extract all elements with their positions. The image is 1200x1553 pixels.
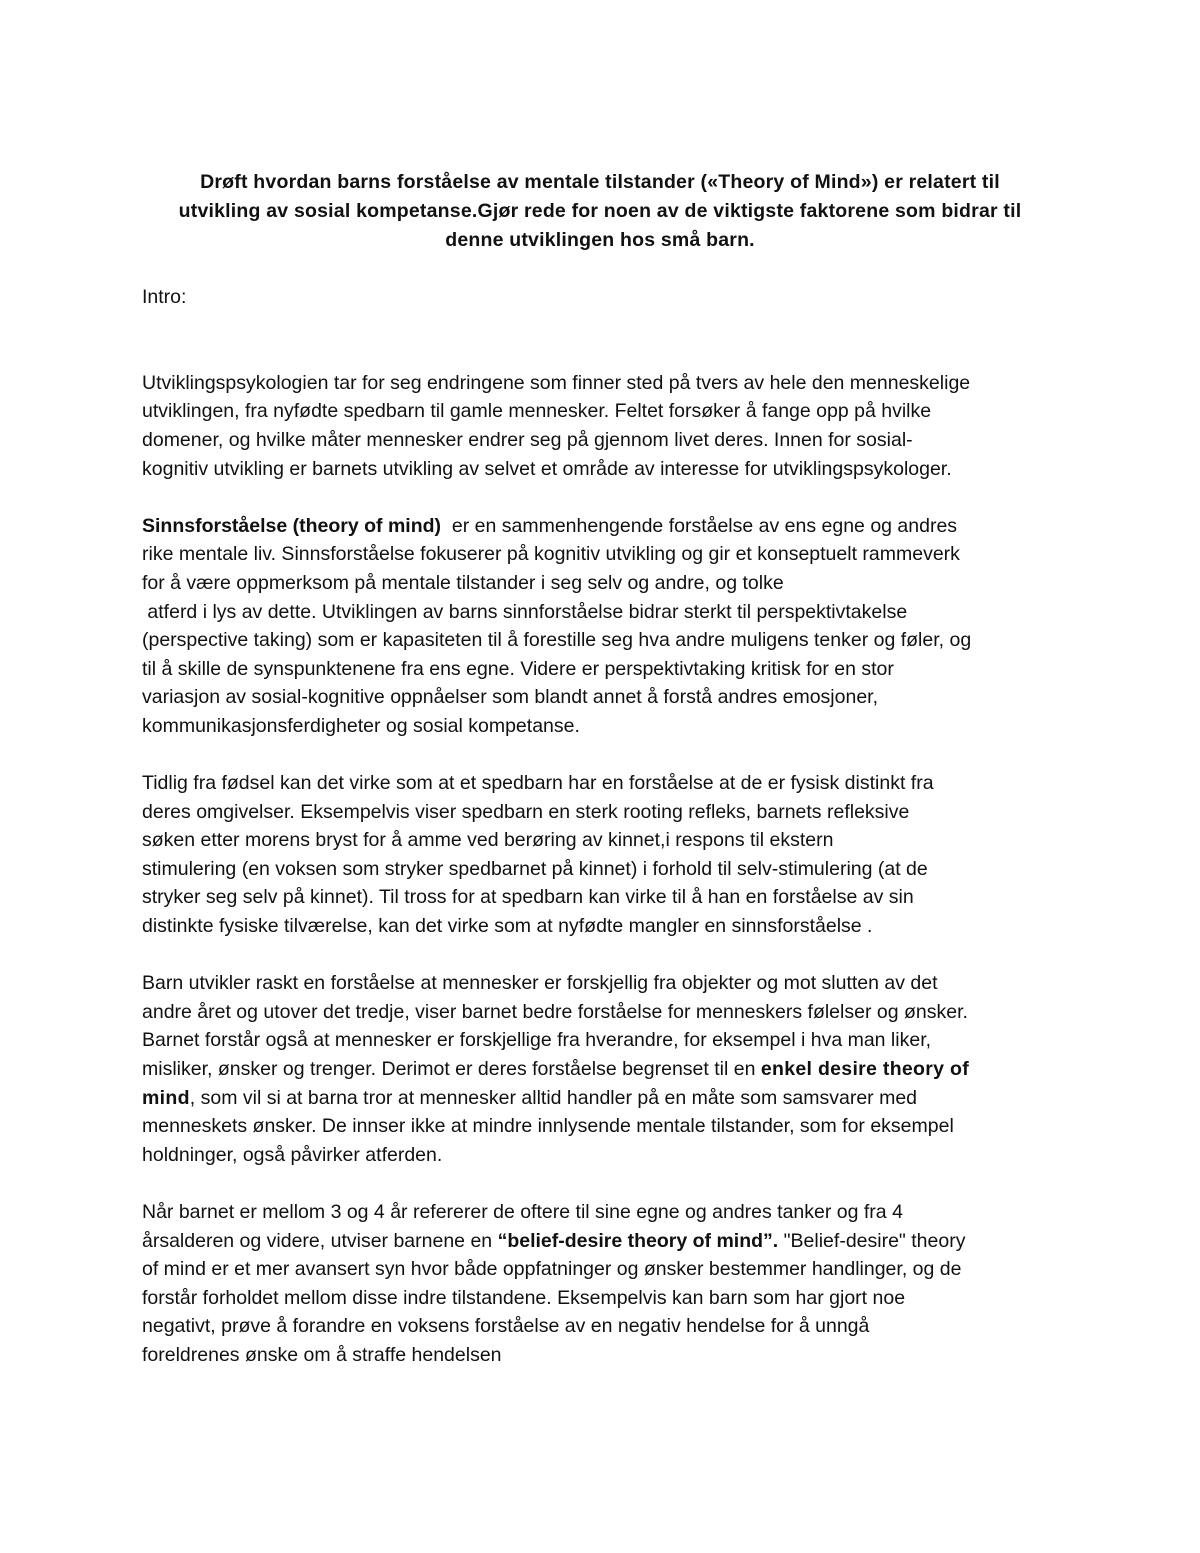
text-line: negativt, prøve å forandre en voksens forståelse av en negativ hendelse for å unngå bbox=[142, 1315, 870, 1338]
paragraph-theory-of-mind bbox=[142, 512, 1082, 741]
text-line: holdninger, også påvirker atferden. bbox=[142, 1143, 443, 1166]
text-line: til å skille de synspunktenene fra ens egne. Videre er perspektivtaking kritisk for en stor bbox=[142, 657, 894, 680]
title-line: Drøft hvordan barns forståelse av mentale tilstander («Theory of Mind») er relatert til bbox=[200, 171, 1000, 193]
text-line: Sinnsforståelse (theory of mind) er en sammenhengende forståelse av ens egne og andres bbox=[142, 514, 958, 537]
text-line: andre året og utover det tredje, viser barnet bedre forståelse for menneskers følelser og ønsker. bbox=[142, 1000, 968, 1023]
text-line: stimulering (en voksen som stryker spedbarnet på kinnet) i forhold til selv-stimulering (at de bbox=[142, 857, 928, 880]
text-line: Tidlig fra fødsel kan det virke som at et spedbarn har en forståelse at de er fysisk distinkt fra bbox=[142, 772, 934, 795]
title-line: denne utviklingen hos små barn. bbox=[445, 229, 755, 251]
text-line: årsalderen og videre, utviser barnene en “belief-desire theory of mind”. "Belief-desire" theory bbox=[142, 1229, 966, 1252]
text-line: foreldrenes ønske om å straffe hendelsen bbox=[142, 1343, 502, 1366]
term-belief-desire: “belief-desire theory of mind”. bbox=[497, 1229, 779, 1252]
document-title bbox=[130, 168, 1070, 255]
term-sinnsforstaaelse: Sinnsforståelse (theory of mind) bbox=[142, 514, 442, 537]
paragraph-desire-theory bbox=[142, 969, 1082, 1169]
text-line: stryker seg selv på kinnet). Til tross for at spedbarn kan virke til å han en forståelse av sin bbox=[142, 886, 914, 909]
text-line: domener, og hvilke måter mennesker endrer seg på gjennom livet deres. Innen for sosial- bbox=[142, 428, 913, 451]
text-line: atferd i lys av dette. Utviklingen av barns sinnforståelse bidrar sterkt til perspektivtakelse bbox=[142, 600, 908, 623]
text-line: utviklingen, fra nyfødte spedbarn til gamle mennesker. Feltet forsøker å fange opp på hvilke bbox=[142, 400, 932, 423]
title-line: utvikling av sosial kompetanse.Gjør rede for noen av de viktigste faktorene som bidrar til bbox=[178, 200, 1022, 222]
text-line: Når barnet er mellom 3 og 4 år refererer de oftere til sine egne og andres tanker og fra 4 bbox=[142, 1201, 903, 1223]
text-line: kognitiv utvikling er barnets utvikling av selvet et område av interesse for utviklingspsykologer. bbox=[142, 457, 952, 480]
text-line: Barnet forstår også at mennesker er forskjellige fra hverandre, for eksempel i hva man liker, bbox=[142, 1029, 932, 1052]
intro-heading: Intro: bbox=[142, 286, 187, 308]
term-enkel-desire: enkel desire theory of bbox=[760, 1058, 970, 1081]
text-line: (perspective taking) som er kapasiteten til å forestille seg hva andre muligens tenker og føler, og bbox=[142, 629, 972, 652]
text-line: rike mentale liv. Sinnsforståelse fokuserer på kognitiv utvikling og gir et konseptuelt rammeverk bbox=[142, 543, 960, 566]
text-line: mind, som vil si at barna tror at mennesker alltid handler på en måte som samsvarer med bbox=[142, 1086, 918, 1109]
text-line: menneskets ønsker. De innser ikke at mindre innlysende mentale tilstander, som for eksempel bbox=[142, 1115, 954, 1138]
text-line: deres omgivelser. Eksempelvis viser spedbarn en sterk rooting refleks, barnets refleksive bbox=[142, 800, 910, 823]
text-line: variasjon av sosial-kognitive oppnåelser som blandt annet å forstå andres emosjoner, bbox=[142, 686, 879, 709]
text-line: forstår forholdet mellom disse indre tilstandene. Eksempelvis kan barn som har gjort noe bbox=[142, 1286, 906, 1309]
term-enkel-desire-end: mind bbox=[142, 1086, 190, 1109]
text-line: Barn utvikler raskt en forståelse at mennesker er forskjellig fra objekter og mot slutten av det bbox=[142, 972, 938, 995]
text-line: distinkte fysiske tilværelse, kan det virke som at nyfødte mangler en sinnsforståelse . bbox=[142, 915, 873, 938]
text-line: misliker, ønsker og trenger. Derimot er deres forståelse begrenset til en enkel desire theory of bbox=[142, 1058, 970, 1081]
document-body bbox=[142, 283, 1082, 1370]
paragraph-intro bbox=[142, 369, 1082, 483]
text-line: søken etter morens bryst for å amme ved berøring av kinnet,i respons til ekstern bbox=[142, 829, 834, 852]
paragraph-belief-desire bbox=[142, 1198, 1082, 1370]
text-line: for å være oppmerksom på mentale tilstander i seg selv og andre, og tolke bbox=[142, 571, 784, 594]
text-line: Utviklingspsykologien tar for seg endringene som finner sted på tvers av hele den menneskelige bbox=[142, 371, 971, 394]
paragraph-infancy bbox=[142, 769, 1082, 941]
text-line: kommunikasjonsferdigheter og sosial kompetanse. bbox=[142, 714, 580, 737]
text-line: of mind er et mer avansert syn hvor både oppfatninger og ønsker bestemmer handlinger, og de bbox=[142, 1258, 962, 1281]
